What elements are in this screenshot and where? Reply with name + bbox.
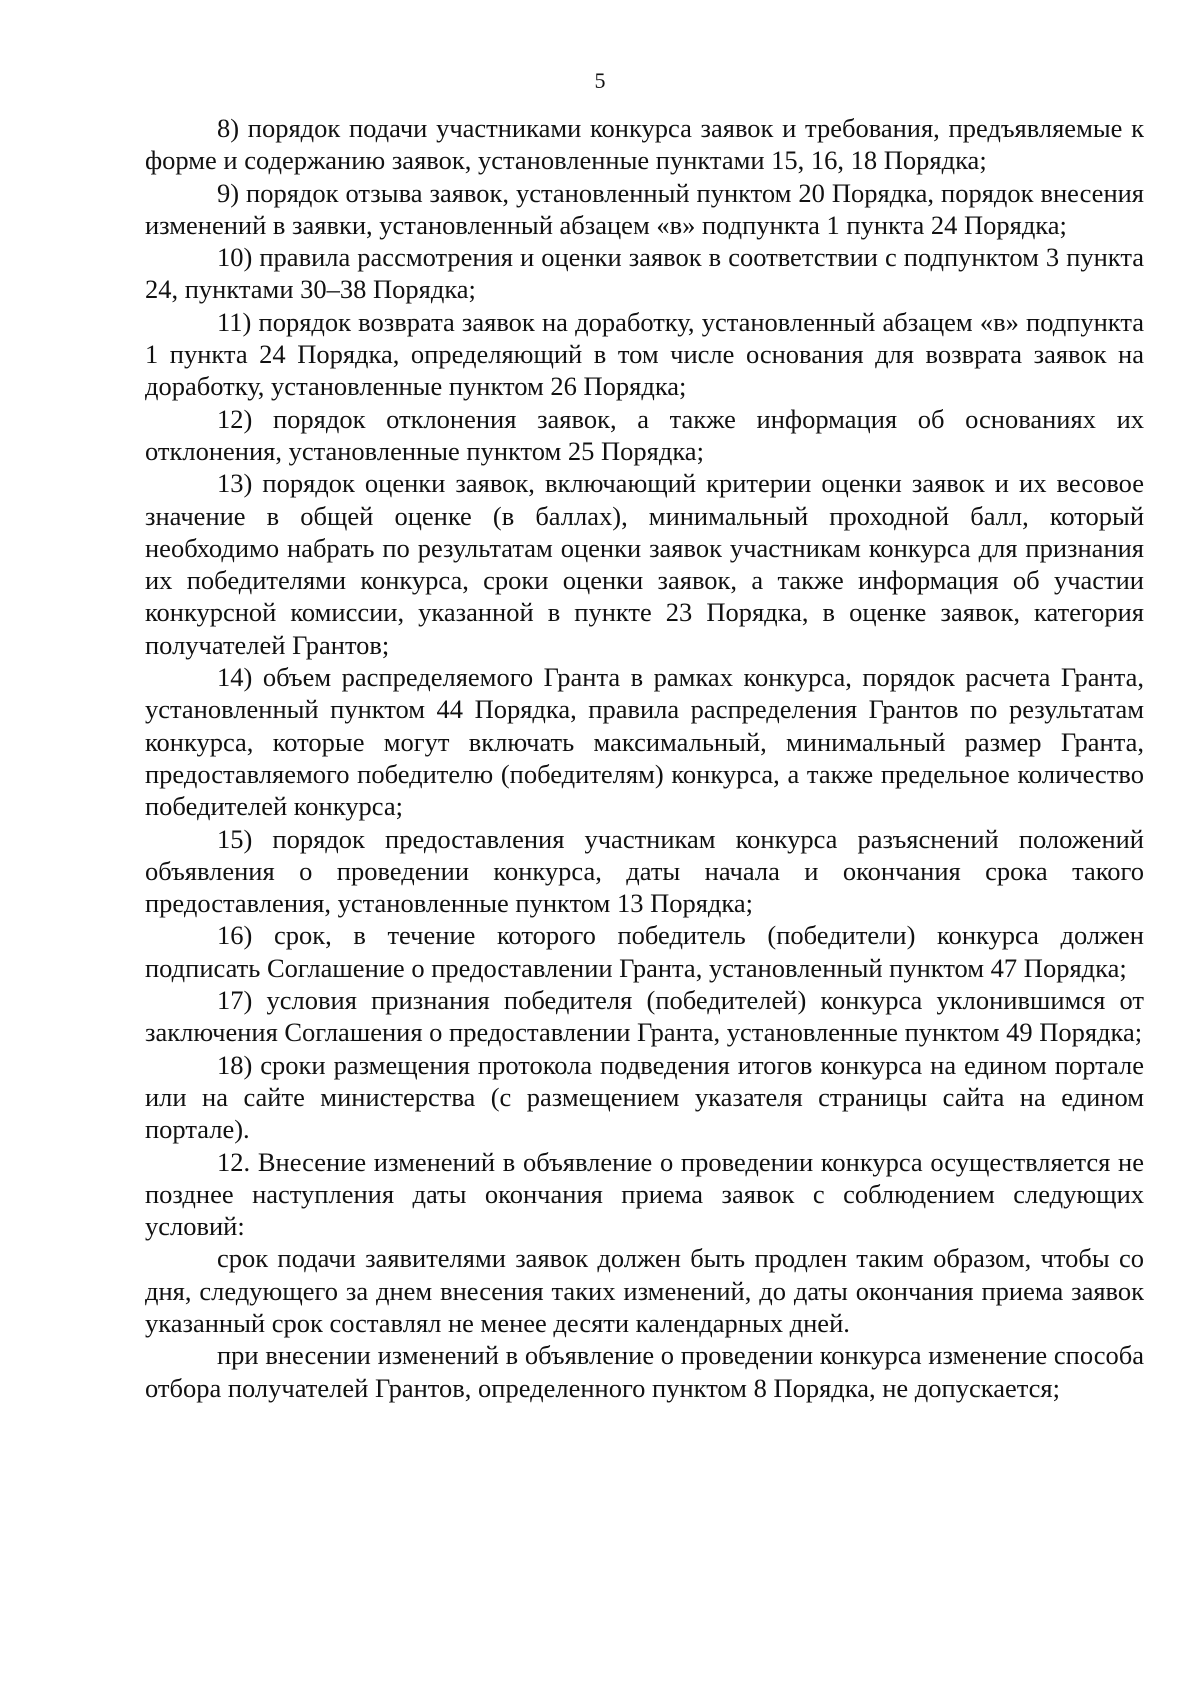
paragraph-item-14: 14) объем распределяемого Гранта в рамках конкурса, порядок расчета Гранта, установленный пунктом 44 Порядка, правила распределения Грантов по результатам конкурса, которые могут включать максимальный, минимальный размер Гранта, предоставляемого победителю (победителям) конкурса, а также предельное количество победителей конкурса; (145, 662, 1144, 822)
page-number: 5 (594, 68, 606, 93)
paragraph-condition-deadline: срок подачи заявителями заявок должен быть продлен таким образом, чтобы со дня, следующего за днем внесения таких изменений, до даты окончания приема заявок указанный срок составлял не менее десяти календарных дней. (145, 1243, 1144, 1338)
paragraph-item-12: 12) порядок отклонения заявок, а также информация об основаниях их отклонения, установленные пунктом 25 Порядка; (145, 403, 1144, 466)
document-body (145, 112, 1144, 1404)
paragraph-item-11: 11) порядок возврата заявок на доработку, установленный абзацем «в» подпункта 1 пункта 24 Порядка, определяющий в том числе основания для возврата заявок на доработку, установленные пунктом 26 Порядка; (145, 306, 1144, 402)
paragraph-item-17: 17) условия признания победителя (победителей) конкурса уклонившимся от заключения Соглашения о предоставлении Гранта, установленные пунктом 49 Порядка; (145, 985, 1144, 1048)
paragraph-item-15: 15) порядок предоставления участникам конкурса разъяснений положений объявления о проведении конкурса, даты начала и окончания срока такого предоставления, установленные пунктом 13 Порядка; (145, 823, 1144, 919)
paragraph-item-8: 8) порядок подачи участниками конкурса заявок и требования, предъявляемые к форме и содержанию заявок, установленные пунктами 15, 16, 18 Порядка; (145, 113, 1144, 176)
paragraph-section-12: 12. Внесение изменений в объявление о проведении конкурса осуществляется не позднее наступления даты окончания приема заявок с соблюдением следующих условий: (145, 1146, 1144, 1242)
paragraph-condition-method: при внесении изменений в объявление о проведении конкурса изменение способа отбора получателей Грантов, определенного пунктом 8 Порядка, не допускается; (145, 1340, 1144, 1403)
paragraph-item-10: 10) правила рассмотрения и оценки заявок в соответствии с подпунктом 3 пункта 24, пунктами 30–38 Порядка; (145, 242, 1144, 305)
paragraph-item-9: 9) порядок отзыва заявок, установленный пунктом 20 Порядка, порядок внесения изменений в заявки, установленный абзацем «в» подпункта 1 пункта 24 Порядка; (145, 177, 1144, 240)
paragraph-item-13: 13) порядок оценки заявок, включающий критерии оценки заявок и их весовое значение в общей оценке (в баллах), минимальный проходной балл, который необходимо набрать по результатам оценки заявок участникам конкурса для признания их победителями конкурса, сроки оценки заявок, а также информация об участии конкурсной комиссии, указанной в пункте 23 Порядка, в оценке заявок, категория получателей Грантов; (145, 468, 1144, 660)
paragraph-item-16: 16) срок, в течение которого победитель (победители) конкурса должен подписать Соглашение о предоставлении Гранта, установленный пунктом 47 Порядка; (145, 920, 1144, 983)
paragraph-item-18: 18) сроки размещения протокола подведения итогов конкурса на едином портале или на сайте министерства (с размещением указателя страницы сайта на едином портале). (145, 1049, 1144, 1145)
